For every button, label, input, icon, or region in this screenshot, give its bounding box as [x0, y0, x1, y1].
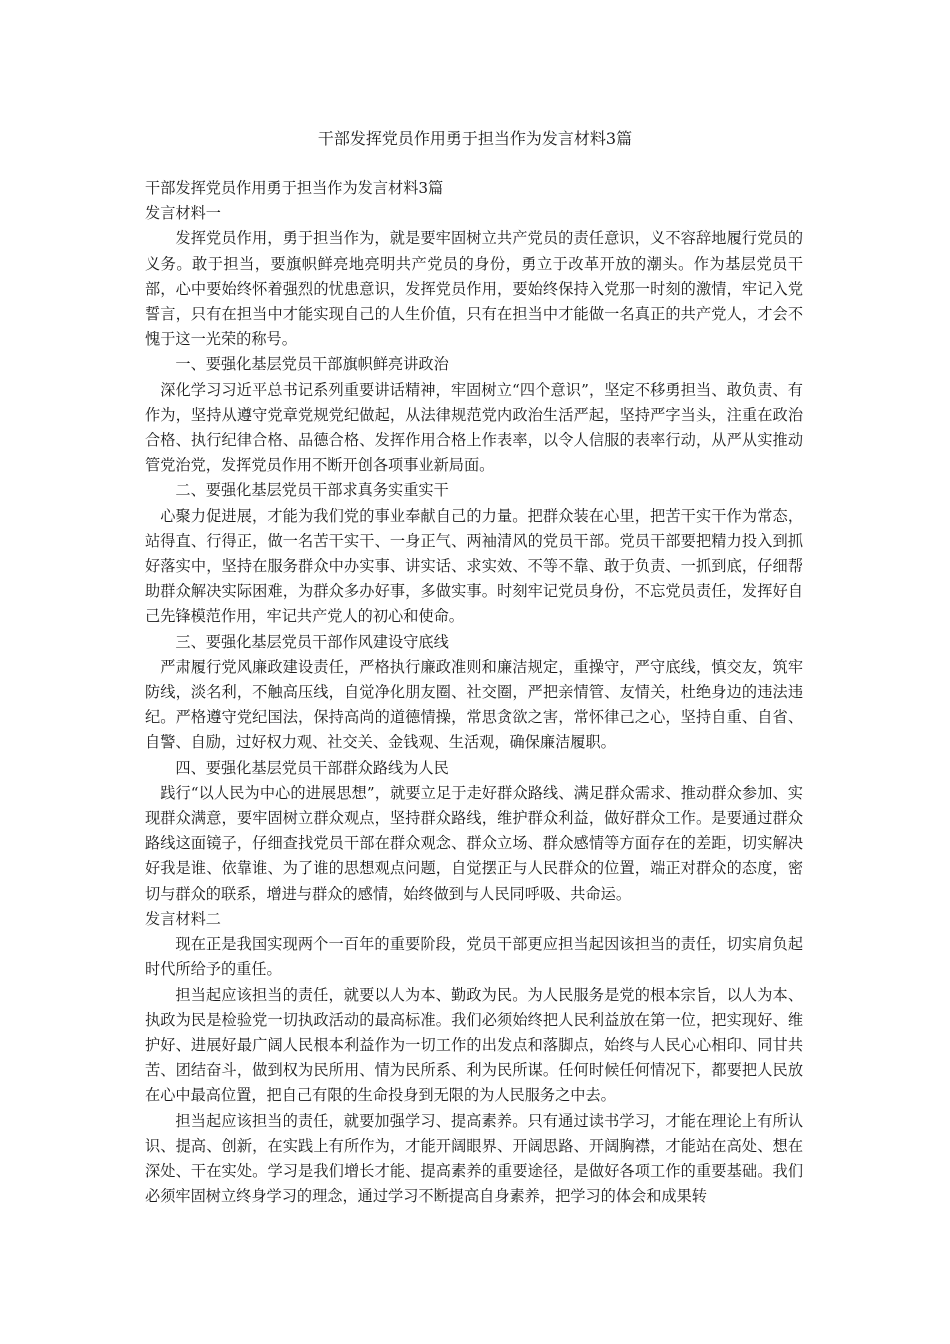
paragraph: 严肃履行党风廉政建设责任，严格执行廉政准则和廉洁规定，重操守，严守底线，慎交友，筑牢防线，淡名利，不触高压线，自觉净化朋友圈、社交圈，严把亲情管、友情关，杜绝身边的违法违纪。严格遵守党纪国法，保持高尚的道德情操，常思贪欲之害，常怀律己之心，坚持自重、自省、自警、自励，过好权力观、社交关、金钱观、生活观，确保廉洁履职。	[145, 657, 803, 752]
paragraph: 深化学习习近平总书记系列重要讲话精神，牢固树立“四个意识”，坚定不移勇担当、敢负责、有作为，坚持从遵守党章党规党纪做起，从法律规范党内政治生活严起，坚持严字当头，注重在政治合格、执行纪律合格、品德合格、发挥作用合格上作表率，以令人信服的表率行动，从严从实推动管党治党，发挥党员作用不断开创各项事业新局面。	[145, 380, 803, 475]
paragraph: 担当起应该担当的责任，就要以人为本、勤政为民。为人民服务是党的根本宗旨，以人为本、执政为民是检验党一切执政活动的最高标准。我们必须始终把人民利益放在第一位，把实现好、维护好、进展好最广阔人民根本利益作为一切工作的出发点和落脚点，始终与人民心心相印、同甘共苦、团结奋斗，做到权为民所用、情为民所系、利为民所谋。任何时候任何情况下，都要把人民放在心中最高位置，把自己有限的生命投身到无限的为人民服务之中去。	[145, 985, 803, 1105]
paragraph: 二、要强化基层党员干部求真务实重实干	[175, 481, 449, 500]
paragraph: 四、要强化基层党员干部群众路线为人民	[175, 758, 449, 777]
document-title: 干部发挥党员作用勇于担当作为发言材料3篇	[317, 129, 633, 148]
paragraph: 现在正是我国实现两个一百年的重要阶段，党员干部更应担当起因该担当的责任，切实肩负起时代所给予的重任。	[145, 935, 803, 979]
paragraph: 三、要强化基层党员干部作风建设守底线	[175, 632, 449, 651]
document-body	[145, 176, 803, 1209]
paragraph: 一、要强化基层党员干部旗帜鲜亮讲政治	[175, 355, 449, 374]
section-heading: 干部发挥党员作用勇于担当作为发言材料3篇	[145, 179, 444, 197]
paragraph: 发挥党员作用，勇于担当作为，就是要牢固树立共产党员的责任意识，义不容辞地履行党员的义务。敢于担当，要旗帜鲜亮地亮明共产党员的身份，勇立于改革开放的潮头。作为基层党员干部，心中要始终怀着强烈的忧患意识，发挥党员作用，要始终保持入党那一时刻的激情，牢记入党誓言，只有在担当中才能实现自己的人生价值，只有在担当中才能做一名真正的共产党人，才会不愧于这一光荣的称号。	[145, 229, 803, 349]
section-heading: 发言材料一	[145, 204, 221, 223]
paragraph: 担当起应该担当的责任，就要加强学习、提高素养。只有通过读书学习，才能在理论上有所认识、提高、创新，在实践上有所作为，才能开阔眼界、开阔思路、开阔胸襟，才能站在高处、想在深处、干在实处。学习是我们增长才能、提高素养的重要途径，是做好各项工作的重要基础。我们必须牢固树立终身学习的理念，通过学习不断提高自身素养，把学习的体会和成果转	[145, 1111, 803, 1206]
paragraph: 践行“以人民为中心的进展思想”，就要立足于走好群众路线、满足群众需求、推动群众参加、实现群众满意，要牢固树立群众观点，坚持群众路线，维护群众利益，做好群众工作。是要通过群众路线这面镜子，仔细查找党员干部在群众观念、群众立场、群众感情等方面存在的差距，切实解决好我是谁、依靠谁、为了谁的思想观点问题，自觉摆正与人民群众的位置，端正对群众的态度，密切与群众的联系，增进与群众的感情，始终做到与人民同呼吸、共命运。	[145, 783, 803, 903]
section-heading: 发言材料二	[145, 909, 221, 928]
paragraph: 心聚力促进展，才能为我们党的事业奉献自己的力量。把群众装在心里，把苦干实干作为常态，站得直、行得正，做一名苦干实干、一身正气、两袖清风的党员干部。党员干部要把精力投入到抓好落实中，坚持在服务群众中办实事、讲实话、求实效、不等不靠、敢于负责、一抓到底，仔细帮助群众解决实际困难，为群众多办好事，多做实事。时刻牢记党员身份，不忘党员责任，发挥好自己先锋模范作用，牢记共产党人的初心和使命。	[145, 506, 803, 626]
